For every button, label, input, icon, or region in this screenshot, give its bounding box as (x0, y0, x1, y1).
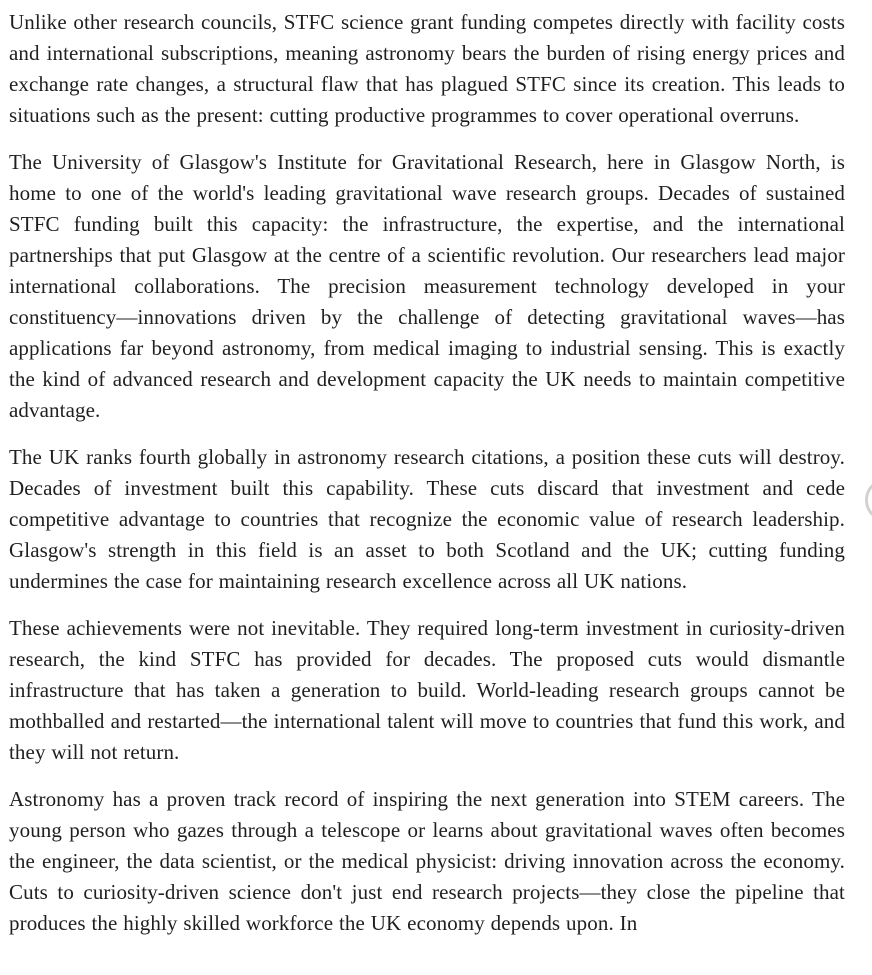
paragraph: The UK ranks fourth globally in astronomy research citations, a position these cuts will destroy. Decades of investment built this capability. These cuts discard that investment and cede competitive advantage to countries that recognize the economic value of research leadership. Glasgow's strength in this field is an asset to both Scotland and the UK; cutting funding undermines the case for maintaining research excellence across all UK nations. (9, 445, 845, 593)
paragraph: Unlike other research councils, STFC science grant funding competes directly with facility costs and international subscriptions, meaning astronomy bears the burden of rising energy prices and exchange rate changes, a structural flaw that has plagued STFC since its creation. This leads to situations such as the present: cutting productive programmes to cover operational overruns. (9, 10, 845, 127)
paragraph: These achievements were not inevitable. They required long-term investment in curiosity-driven research, the kind STFC has provided for decades. The proposed cuts would dismantle infrastructure that has taken a generation to build. World-leading research groups cannot be mothballed and restarted—the international talent will move to countries that fund this work, and they will not return. (9, 616, 845, 764)
paragraph: Astronomy has a proven track record of inspiring the next generation into STEM careers. The young person who gazes through a telescope or learns about gravitational waves often becomes the engineer, the data scientist, or the medical physicist: driving innovation across the economy. Cuts to curiosity-driven science don't just end research projects—they close the pipeline that produces the highly skilled workforce the UK economy depends upon. In (9, 787, 845, 935)
paragraph: The University of Glasgow's Institute for Gravitational Research, here in Glasgow North, is home to one of the world's leading gravitational wave research groups. Decades of sustained STFC funding built this capacity: the infrastructure, the expertise, and the international partnerships that put Glasgow at the centre of a scientific revolution. Our researchers lead major international collaborations. The precision measurement technology developed in your constituency—innovations driven by the challenge of detecting gravitational waves—has applications far beyond astronomy, from medical imaging to industrial sensing. This is exactly the kind of advanced research and development capacity the UK needs to maintain competitive advantage. (9, 150, 845, 422)
